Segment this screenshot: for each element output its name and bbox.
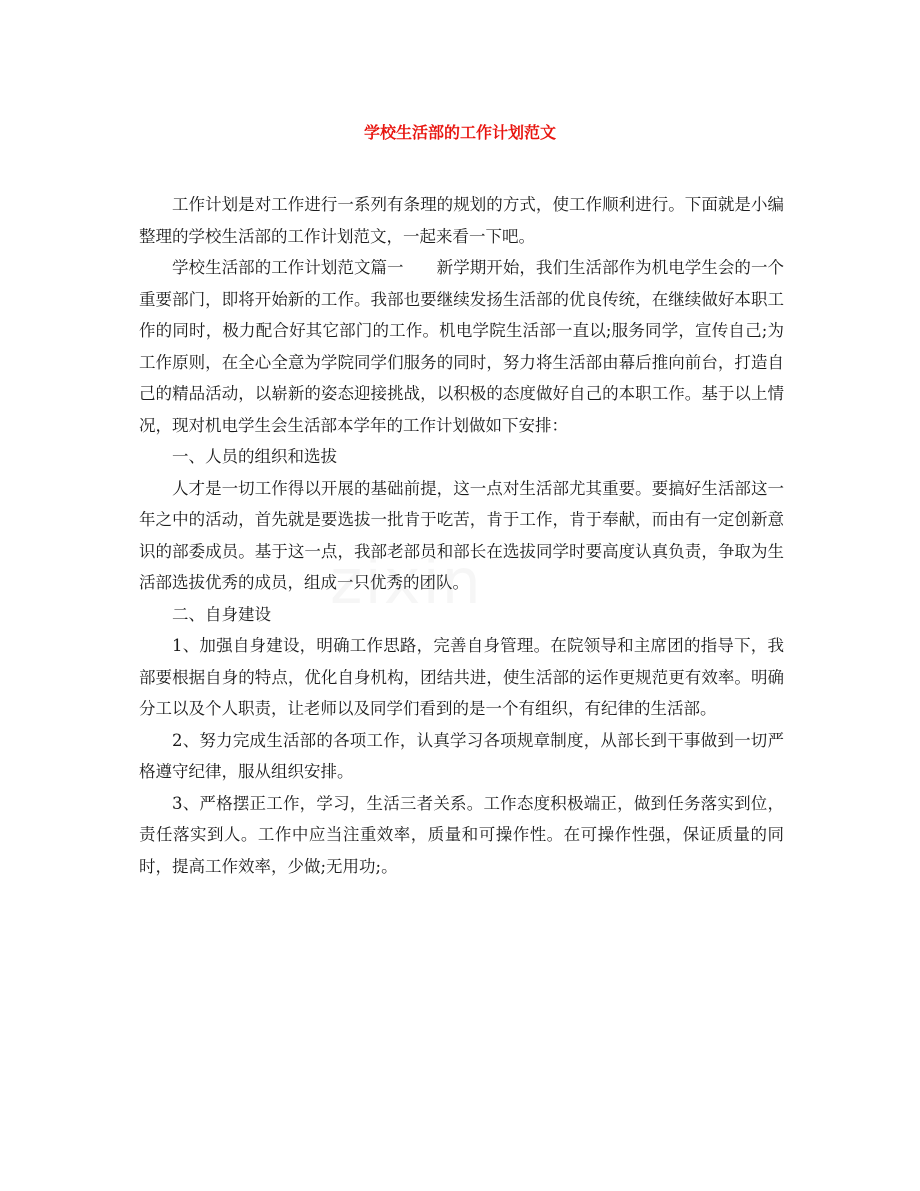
document-title: 学校生活部的工作计划范文 [363,123,556,142]
paragraph-part-one: 学校生活部的工作计划范文篇一 新学期开始，我们生活部作为机电学生会的一个重要部门，即将开始新的工作。我部也要继续发扬生活部的优良传统，在继续做好本职工作的同时，极力配合好其它部门的工作。机电学院生活部一直以;服务同学，宣传自己;为工作原则，在全心全意为学院同学们服务的同时，努力将生活部由幕后推向前台，打造自己的精品活动，以崭新的姿态迎接挑战，以积极的态度做好自己的本职工作。基于以上情况，现对机电学生会生活部本学年的工作计划做如下安排： [139,258,784,435]
section-heading-personnel: 一、人员的组织和选拔 [172,447,337,466]
document-body [139,189,784,882]
paragraph-item-1: 1、加强自身建设，明确工作思路，完善自身管理。在院领导和主席团的指导下，我部要根据自身的特点，优化自身机构，团结共进，使生活部的运作更规范更有效率。明确分工以及个人职责，让老师以及同学们看到的是一个有组织，有纪律的生活部。 [139,636,784,718]
paragraph-item-2: 2、努力完成生活部的各项工作，认真学习各项规章制度，从部长到干事做到一切严格遵守纪律，服从组织安排。 [139,730,784,781]
section-heading-self-building: 二、自身建设 [172,604,271,624]
paragraph-intro: 工作计划是对工作进行一系列有条理的规划的方式，使工作顺利进行。下面就是小编整理的学校生活部的工作计划范文，一起来看一下吧。 [139,195,784,246]
paragraph-item-3: 3、严格摆正工作，学习，生活三者关系。工作态度积极端正，做到任务落实到位，责任落实到人。工作中应当注重效率，质量和可操作性。在可操作性强，保证质量的同时，提高工作效率，少做;无用功;。 [139,793,784,876]
paragraph-personnel: 人才是一切工作得以开展的基础前提，这一点对生活部尤其重要。要搞好生活部这一年之中的活动，首先就是要选拔一批肯于吃苦，肯于工作，肯于奉献，而由有一定创新意识的部委成员。基于这一点，我部老部员和部长在选拔同学时要高度认真负责，争取为生活部选拔优秀的成员，组成一只优秀的团队。 [139,478,784,592]
